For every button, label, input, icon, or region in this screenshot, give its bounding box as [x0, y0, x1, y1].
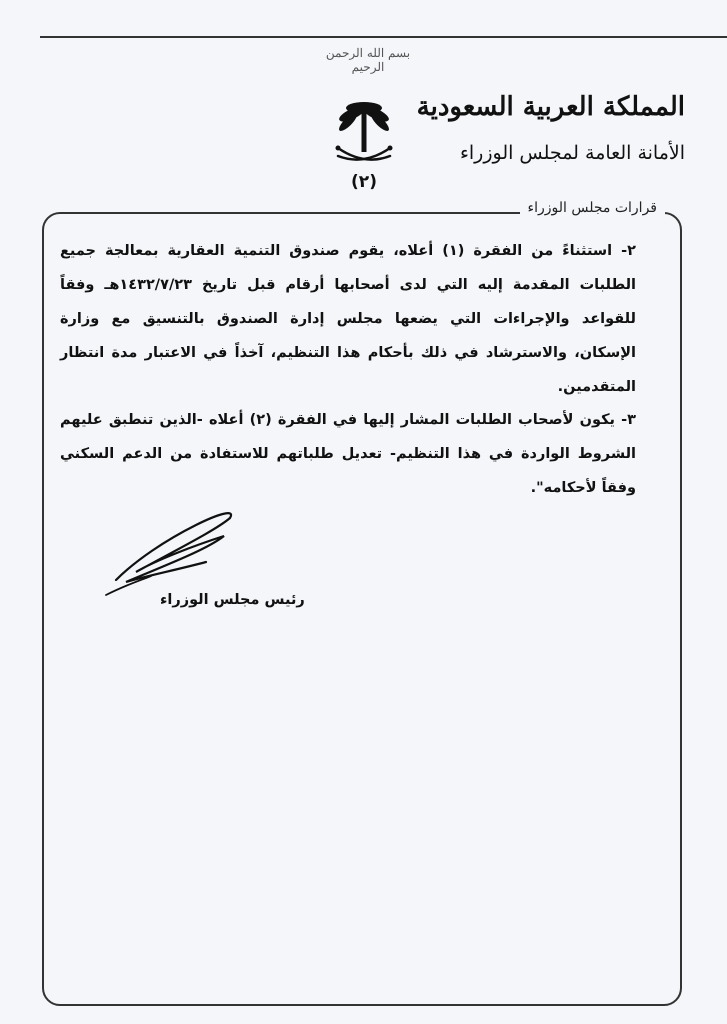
palm-and-swords-emblem-icon [334, 96, 394, 172]
kingdom-title: المملكة العربية السعودية [416, 92, 685, 122]
secretariat-title: الأمانة العامة لمجلس الوزراء [459, 142, 685, 164]
paragraph-3: ٣- يكون لأصحاب الطلبات المشار إليها في الفقرة (٢) أعلاه -الذين تنطبق عليهم الشروط الواردة في هذا التنظيم- تعديل طلباتهم للاستفادة من الدعم السكني وفقاً لأحكامه". [60, 412, 637, 496]
signatory-title: رئيس مجلس الوزراء [160, 592, 305, 608]
page-number: (٢) [351, 172, 377, 192]
paragraph-2: ٢- استثناءً من الفقرة (١) أعلاه، يقوم صندوق التنمية العقارية بمعالجة جميع الطلبات المقدمة إليه التي لدى أصحابها أرقام قبل تاريخ ١٤٣٢/٧/٢٣هـ وفقاً للقواعد والإجراءات التي يضعها مجلس إدارة الصندوق بالتنسيق مع وزارة الإسكان، والاسترشاد في ذلك بأحكام هذا التنظيم، آخذاً في الاعتبار مدة انتظار المتقدمين. [60, 243, 637, 395]
top-rule [40, 36, 727, 38]
frame-label: قرارات مجلس الوزراء [520, 200, 665, 216]
basmala: بسم الله الرحمن الرحيم [325, 46, 411, 74]
